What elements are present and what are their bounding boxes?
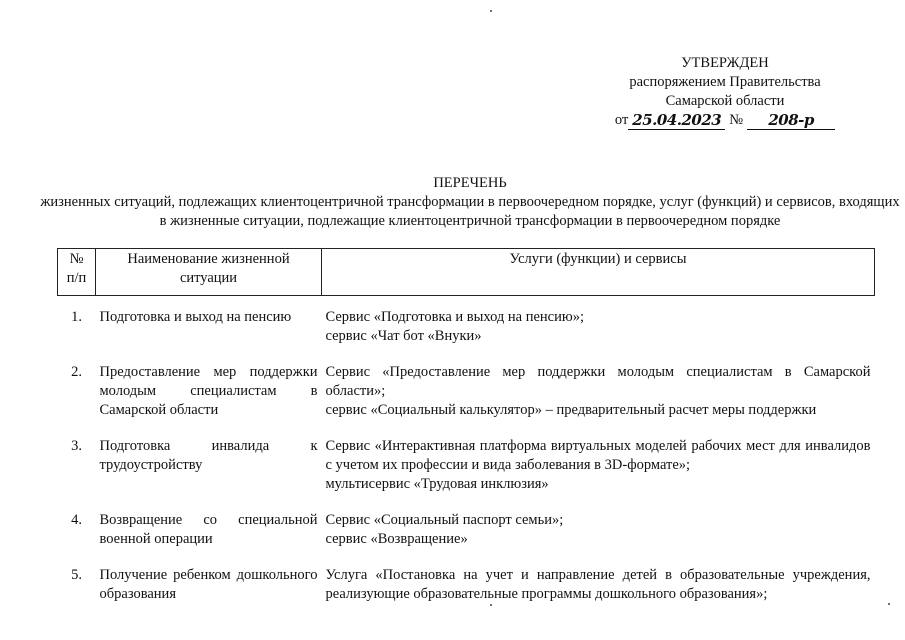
row-services bbox=[322, 363, 875, 437]
service-item: мультисервис «Трудовая инклюзия» bbox=[325, 476, 549, 492]
row-situation: Предоставление мер поддержки молодым специалистам в Самарской области bbox=[99, 364, 318, 418]
service-item: Сервис «Интерактивная платформа виртуальных моделей рабочих мест для инвалидов с учетом их профессии и вида заболевания в 3D-формате»; bbox=[325, 438, 871, 473]
header-services: Услуги (функции) и сервисы bbox=[322, 249, 875, 296]
table-row bbox=[58, 566, 875, 621]
table-row bbox=[58, 308, 875, 363]
handwritten-number: 208-р bbox=[747, 111, 835, 130]
table-row bbox=[58, 363, 875, 437]
row-services bbox=[322, 437, 875, 511]
approval-stamp bbox=[560, 54, 890, 130]
service-item: Услуга «Постановка на учет и направление детей в образовательные учреждения, реализующие образовательные программы дошкольного образования»; bbox=[325, 567, 871, 602]
service-item: сервис «Возвращение» bbox=[325, 531, 468, 547]
number-prefix: № bbox=[729, 112, 744, 128]
row-situation: Подготовка инвалида к трудоустройству bbox=[99, 438, 318, 473]
decree-line bbox=[615, 111, 835, 130]
table-header-row bbox=[58, 249, 875, 296]
service-item: сервис «Социальный калькулятор» – предварительный расчет меры поддержки bbox=[325, 402, 817, 418]
scan-speck bbox=[888, 603, 890, 605]
row-number: 1. bbox=[71, 309, 82, 325]
row-services bbox=[322, 511, 875, 566]
scan-speck bbox=[490, 10, 492, 12]
table-row bbox=[58, 437, 875, 511]
handwritten-date: 25.04.2023 bbox=[628, 111, 725, 130]
service-item: Сервис «Предоставление мер поддержки молодым специалистам в Самарской области»; bbox=[325, 364, 871, 399]
row-situation: Получение ребенком дошкольного образования bbox=[99, 567, 318, 602]
header-number: № п/п bbox=[58, 249, 96, 296]
service-item: сервис «Чат бот «Внуки» bbox=[325, 328, 482, 344]
document-title-block bbox=[40, 174, 900, 231]
row-number: 2. bbox=[71, 364, 82, 380]
document-subheading: жизненных ситуаций, подлежащих клиентоцентричной трансформации в первоочередном порядке, услуг (функций) и сервисов, входящих в жизненные ситуации, подлежащие клиентоцентричной трансформации в первоочередном порядке bbox=[40, 194, 900, 229]
service-item: Сервис «Подготовка и выход на пенсию»; bbox=[325, 309, 584, 325]
row-services bbox=[322, 566, 875, 621]
row-situation: Подготовка и выход на пенсию bbox=[99, 309, 292, 325]
table-row bbox=[58, 511, 875, 566]
row-situation: Возвращение со специальной военной операции bbox=[99, 512, 318, 547]
header-situation: Наименование жизненной ситуации bbox=[96, 249, 322, 296]
row-number: 3. bbox=[71, 438, 82, 454]
row-number: 5. bbox=[71, 567, 82, 583]
service-item: Сервис «Социальный паспорт семьи»; bbox=[325, 512, 564, 528]
situations-table bbox=[57, 248, 875, 621]
approval-title: УТВЕРЖДЕН bbox=[681, 55, 769, 71]
document-heading: ПЕРЕЧЕНЬ bbox=[433, 175, 507, 191]
scan-speck bbox=[490, 604, 492, 606]
approval-region: Самарской области bbox=[665, 93, 785, 109]
row-services bbox=[322, 308, 875, 363]
row-number: 4. bbox=[71, 512, 82, 528]
date-prefix: от bbox=[614, 112, 629, 128]
approval-authority: распоряжением Правительства bbox=[629, 74, 821, 90]
